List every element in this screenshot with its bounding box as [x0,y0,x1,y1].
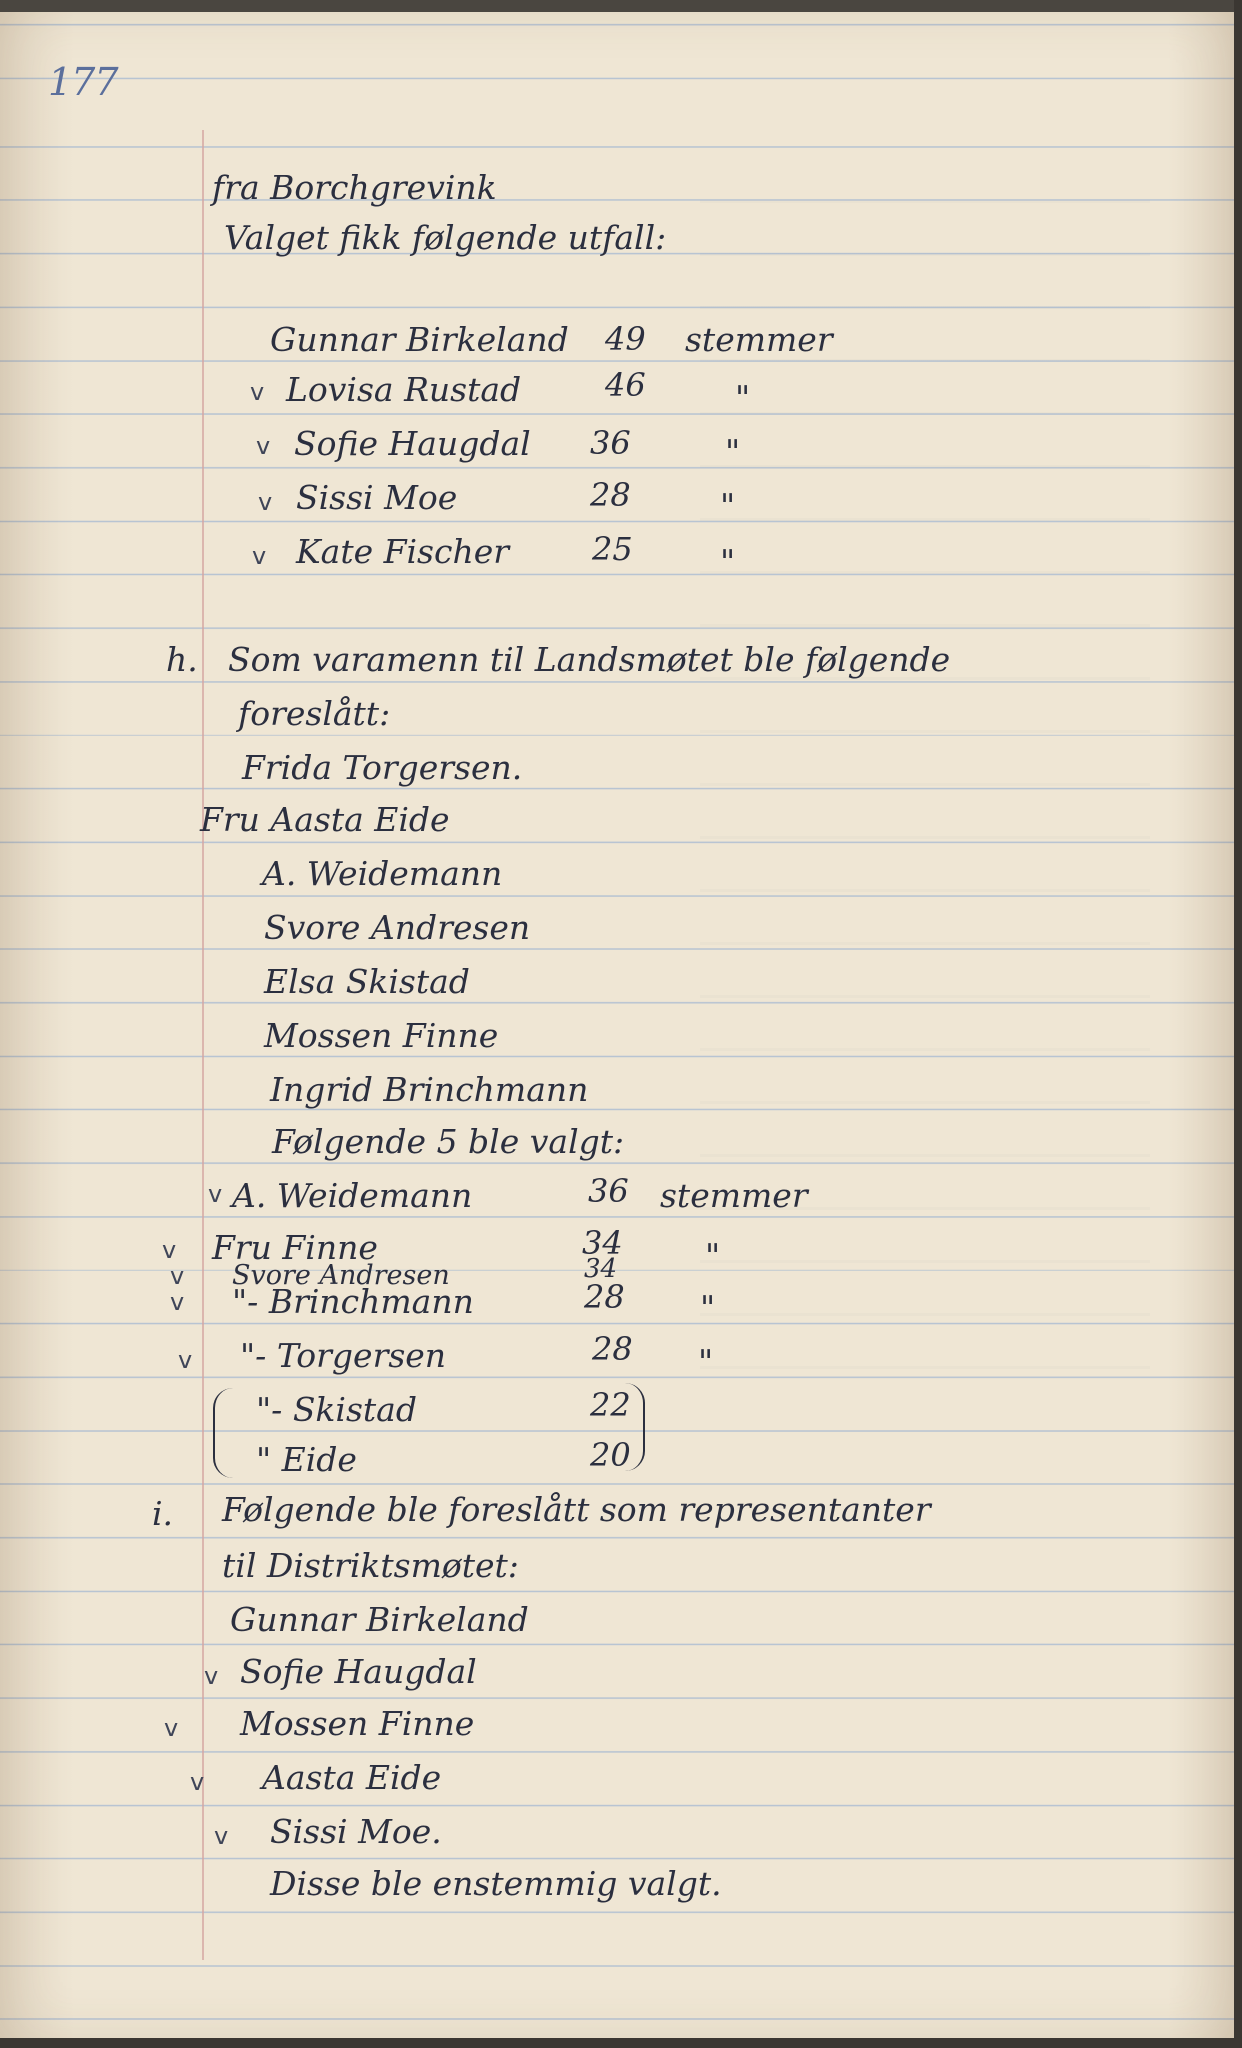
vote-unit: " [720,542,736,581]
vote-count: 36 [588,1172,629,1210]
nominee: A. Weidemann [262,854,503,893]
section-letter: i. [152,1494,174,1533]
intro-line-2: Valget fikk følgende utfall: [224,218,667,257]
nominee: Svore Andresen [264,908,531,947]
candidate-name: Kate Fischer [296,532,510,571]
intro-line-1: fra Borchgrevink [212,168,497,207]
vote-unit: " [705,1236,721,1275]
vote-count: 28 [590,476,631,514]
check-mark: v [250,378,265,406]
check-mark: v [214,1822,229,1850]
vote-count: 28 [592,1330,633,1368]
nominee: Mossen Finne [264,1016,499,1055]
page-number: 177 [48,60,118,104]
check-mark: v [208,1180,223,1208]
vote-count: 28 [584,1278,625,1316]
check-mark: v [190,1768,205,1796]
scan-border-right [1234,0,1242,2048]
vote-unit: " [698,1342,714,1381]
candidate-name: Svore Andresen [232,1260,450,1291]
nominee: Elsa Skistad [264,962,470,1001]
candidate-name: "- Torgersen [240,1336,447,1375]
vote-unit: " [720,486,736,525]
candidate-name: "- Brinchmann [232,1282,474,1321]
vote-count: 20 [590,1436,631,1474]
section-heading-cont: til Distriktsmøtet: [222,1546,519,1585]
vote-count: 46 [605,366,646,404]
vote-unit: stemmer [685,320,833,359]
vote-unit: " [725,432,741,471]
vote-count: 36 [590,424,631,462]
candidate-name: Sofie Haugdal [294,424,531,463]
section-heading: Følgende ble foreslått som representanter [222,1490,931,1529]
representative: Mossen Finne [240,1704,475,1743]
closing-note: Disse ble enstemmig valgt. [270,1864,722,1903]
check-mark: v [258,488,273,516]
check-mark: v [204,1662,219,1690]
left-bracket [213,1388,233,1478]
check-mark: v [170,1262,185,1290]
representative: Sofie Haugdal [240,1652,477,1691]
vote-count: 34 [582,1224,623,1262]
scan-border-top [0,0,1242,12]
vote-count: 49 [605,320,646,358]
nominee: Ingrid Brinchmann [270,1070,589,1109]
section-letter: h. [166,640,198,679]
nominee: Fru Aasta Eide [200,800,450,839]
vote-count: 22 [590,1386,631,1424]
representative: Gunnar Birkeland [230,1600,529,1639]
vote-count: 34 [584,1254,618,1284]
candidate-name: Fru Finne [212,1228,378,1267]
candidate-name: " Eide [256,1440,357,1479]
candidate-name: Lovisa Rustad [286,370,522,409]
nominee: Frida Torgersen. [242,748,523,787]
check-mark: v [178,1346,193,1374]
vote-count: 25 [592,530,633,568]
representative: Aasta Eide [262,1758,442,1797]
check-mark: v [164,1714,179,1742]
candidate-name: Gunnar Birkeland [270,320,569,359]
check-mark: v [256,432,271,460]
candidate-name: A. Weidemann [232,1176,473,1215]
check-mark: v [162,1236,177,1264]
candidate-name: Sissi Moe [296,478,458,517]
vote-unit: stemmer [660,1176,808,1215]
elected-intro: Følgende 5 ble valgt: [272,1122,625,1161]
section-heading-cont: foreslått: [238,694,391,733]
check-mark: v [170,1288,185,1316]
check-mark: v [252,542,267,570]
section-heading: Som varamenn til Landsmøtet ble følgende [228,640,951,679]
vote-unit: " [735,378,751,417]
scan-border-bottom [0,2038,1242,2048]
vote-unit: " [700,1288,716,1327]
candidate-name: "- Skistad [256,1390,417,1429]
representative: Sissi Moe. [270,1812,442,1851]
